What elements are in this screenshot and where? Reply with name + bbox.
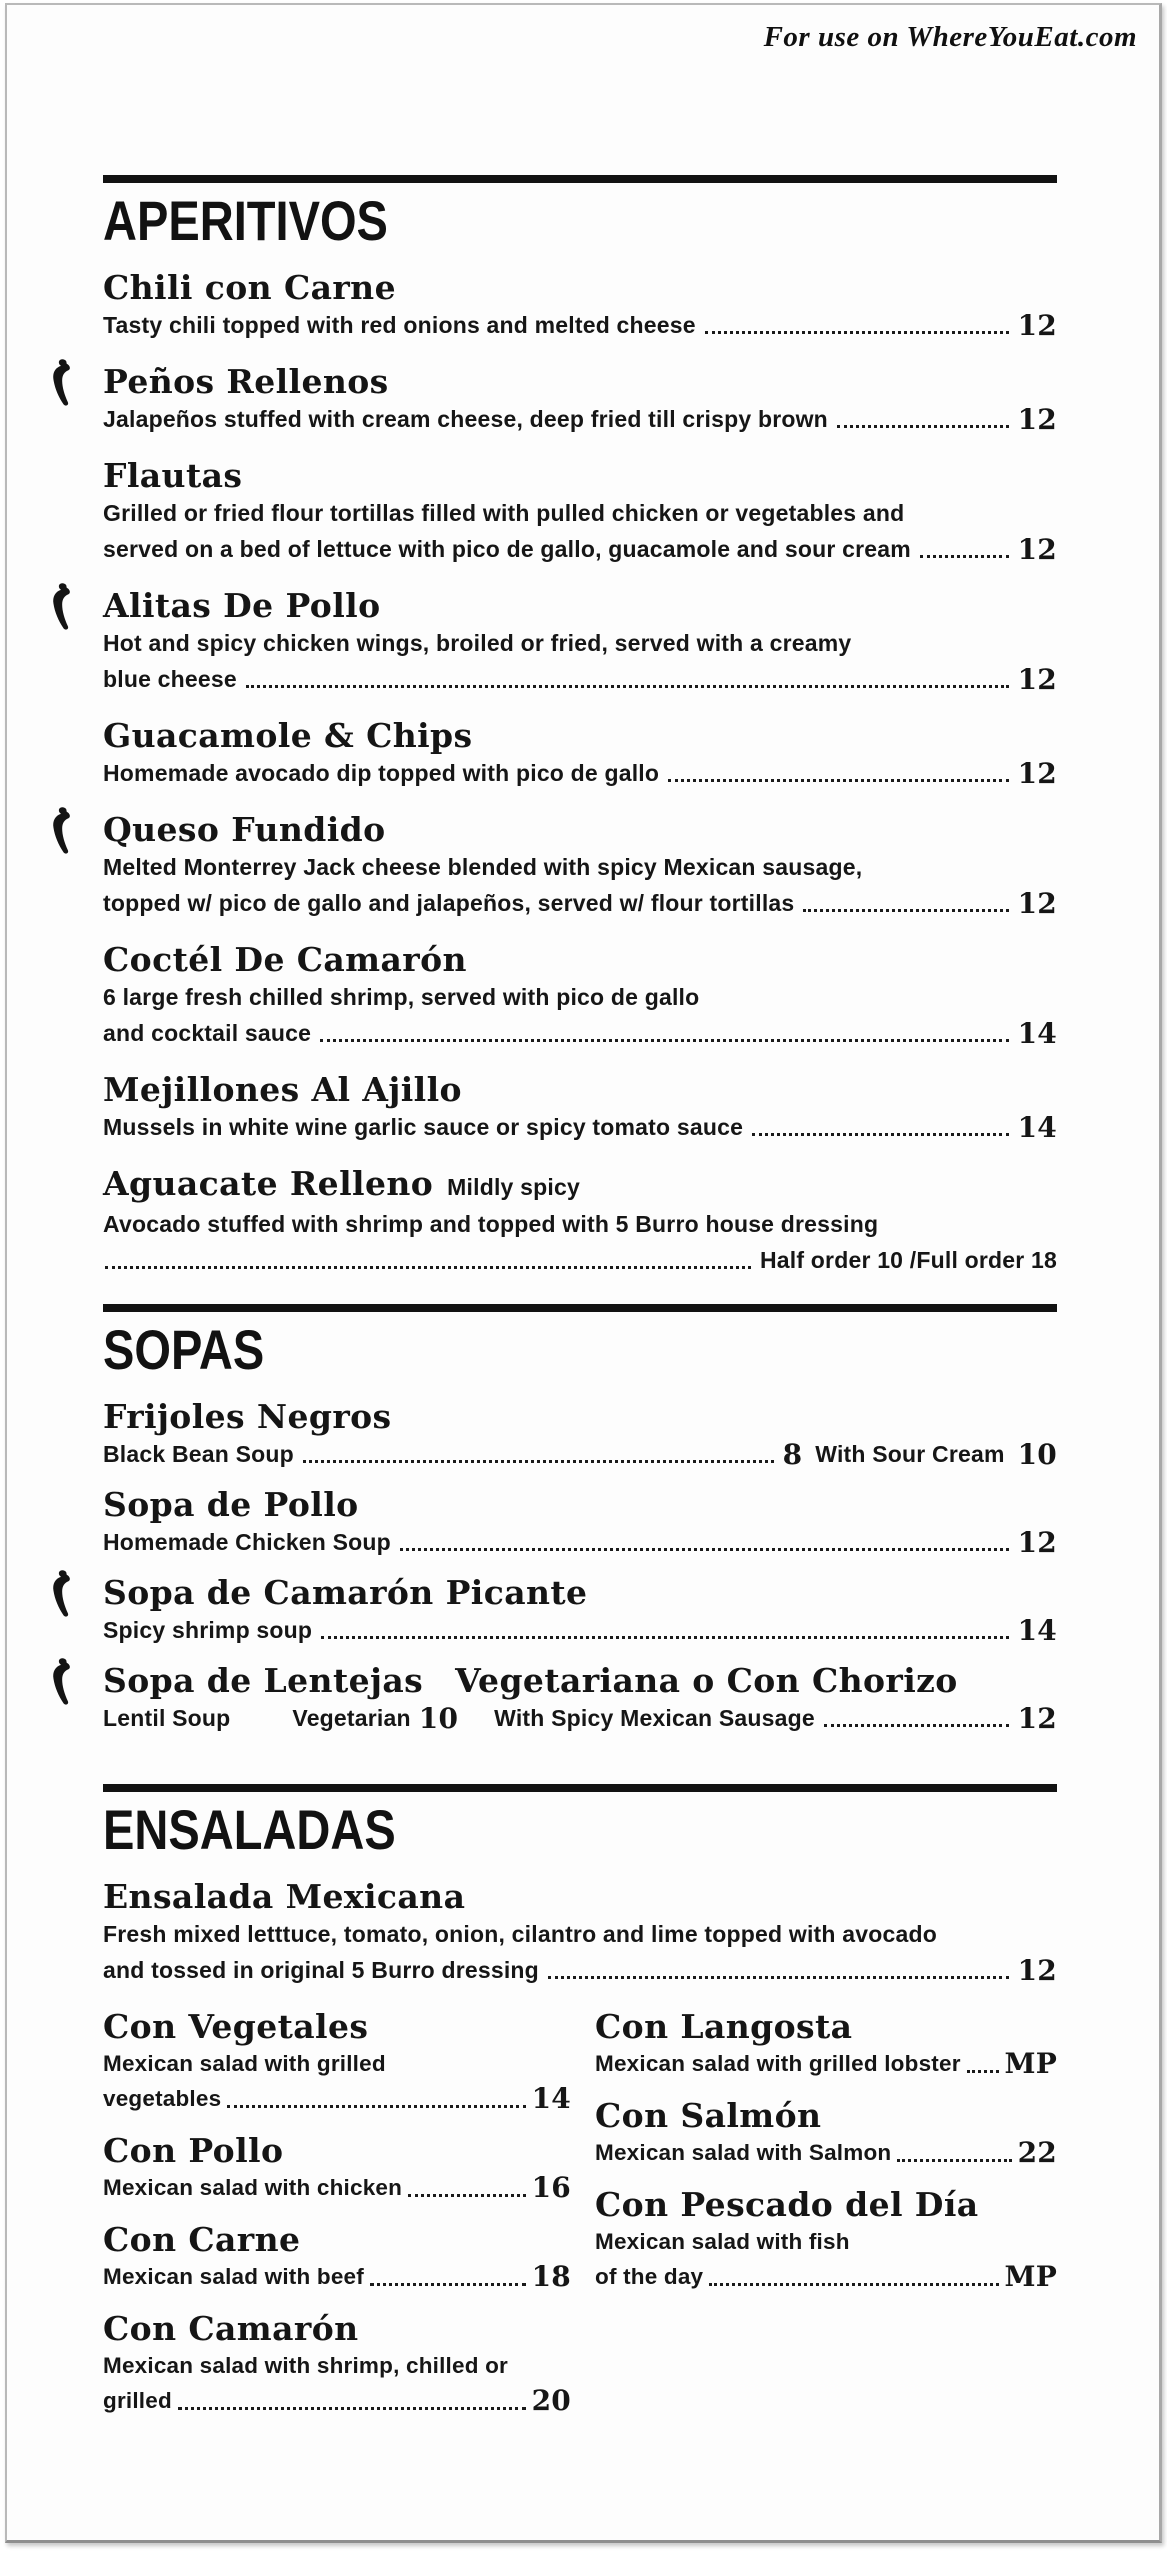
menu-item-desc-line bbox=[103, 849, 1057, 885]
menu-item-desc-line bbox=[595, 2224, 1057, 2259]
menu-item-desc-line bbox=[103, 2348, 571, 2383]
desc-text: grilled bbox=[103, 2388, 172, 2413]
dotted-leader bbox=[803, 909, 1008, 912]
menu-item-name bbox=[103, 587, 1057, 625]
dotted-leader bbox=[105, 1266, 751, 1269]
menu-item-name-text: Con Pollo bbox=[103, 2131, 284, 2170]
menu-section-aperitivos bbox=[103, 175, 1057, 1278]
desc-text: Lentil Soup bbox=[103, 1705, 231, 1731]
menu-item-name-text: Aguacate Relleno bbox=[103, 1164, 434, 1203]
menu-item-name bbox=[103, 2132, 571, 2170]
menu-item bbox=[103, 811, 1057, 921]
price: 14 bbox=[531, 2082, 571, 2115]
menu-item-name-text: Flautas bbox=[103, 456, 243, 495]
menu-item-desc-line bbox=[103, 307, 1057, 343]
dotted-leader bbox=[668, 779, 1008, 782]
price: MP bbox=[1004, 2260, 1057, 2293]
desc-text: Mexican salad with beef bbox=[103, 2264, 364, 2289]
section-title: SOPAS bbox=[103, 1318, 265, 1381]
menu-item-desc-line bbox=[103, 1206, 1057, 1242]
menu-item-desc-line bbox=[103, 1015, 1057, 1051]
chili-pepper-icon bbox=[41, 805, 77, 863]
dotted-leader bbox=[705, 331, 1009, 334]
dotted-leader bbox=[897, 2159, 1011, 2162]
price: 14 bbox=[1017, 1111, 1057, 1144]
price: 10 bbox=[1017, 1438, 1057, 1471]
menu-section-sopas bbox=[103, 1304, 1057, 1736]
dotted-leader bbox=[824, 1724, 1009, 1727]
section-divider-rule bbox=[103, 1784, 1057, 1792]
menu-item-desc-line bbox=[595, 2259, 1057, 2294]
desc-text: Mexican salad with grilled bbox=[103, 2051, 386, 2076]
menu-item-name-text: Con Langosta bbox=[595, 2007, 853, 2046]
price: 12 bbox=[1017, 309, 1057, 342]
dotted-leader bbox=[548, 1976, 1009, 1979]
menu-item-desc-line bbox=[103, 531, 1057, 567]
desc-text: served on a bed of lettuce with pico de gallo, guacamole and sour cream bbox=[103, 536, 911, 562]
menu-item bbox=[595, 2186, 1057, 2294]
section-divider-rule bbox=[103, 1304, 1057, 1312]
price: 12 bbox=[1017, 663, 1057, 696]
desc-text: Hot and spicy chicken wings, broiled or fried, served with a creamy bbox=[103, 630, 852, 656]
chili-pepper-icon bbox=[41, 357, 77, 415]
menu-item-desc-line bbox=[103, 755, 1057, 791]
price: 20 bbox=[531, 2384, 571, 2417]
desc-text: With Spicy Mexican Sausage bbox=[494, 1705, 815, 1731]
salad-columns bbox=[103, 2008, 1057, 2434]
menu-item bbox=[103, 717, 1057, 791]
menu-item-name-text: Con Camarón bbox=[103, 2309, 359, 2348]
menu-item-desc-line bbox=[595, 2046, 1057, 2081]
menu-item-desc-line bbox=[103, 1524, 1057, 1560]
menu-section-ensaladas bbox=[103, 1784, 1057, 2434]
menu-item-name bbox=[103, 363, 1057, 401]
desc-text: Jalapeños stuffed with cream cheese, deep fried till crispy brown bbox=[103, 406, 828, 432]
desc-text: Grilled or fried flour tortillas filled with pulled chicken or vegetables and bbox=[103, 500, 905, 526]
menu-item-desc-line bbox=[103, 401, 1057, 437]
section-title: ENSALADAS bbox=[103, 1798, 396, 1861]
desc-text: Avocado stuffed with shrimp and topped with 5 Burro house dressing bbox=[103, 1211, 879, 1237]
menu-item-desc-line bbox=[103, 625, 1057, 661]
menu-item bbox=[103, 941, 1057, 1051]
menu-item bbox=[595, 2008, 1057, 2081]
desc-text: Homemade Chicken Soup bbox=[103, 1529, 391, 1555]
menu-content bbox=[103, 5, 1057, 2434]
price: 16 bbox=[531, 2171, 571, 2204]
desc-text: Fresh mixed letttuce, tomato, onion, cilantro and lime topped with avocado bbox=[103, 1921, 937, 1947]
menu-item-name bbox=[103, 2221, 571, 2259]
menu-item bbox=[103, 2132, 571, 2205]
price: 12 bbox=[1017, 403, 1057, 436]
desc-text: Mexican salad with fish bbox=[595, 2229, 850, 2254]
price: 12 bbox=[1017, 1526, 1057, 1559]
menu-page bbox=[5, 3, 1162, 2543]
menu-item-name-text: Con Pescado del Día bbox=[595, 2185, 979, 2224]
dotted-leader bbox=[370, 2283, 526, 2286]
menu-item-name-text: Sopa de Pollo bbox=[103, 1485, 359, 1524]
menu-item bbox=[103, 587, 1057, 697]
menu-item bbox=[103, 1878, 1057, 1988]
menu-item-name-text: Frijoles Negros bbox=[103, 1397, 392, 1436]
menu-item bbox=[103, 269, 1057, 343]
menu-item-desc-line bbox=[103, 2081, 571, 2116]
menu-item bbox=[103, 1398, 1057, 1472]
menu-item-name bbox=[103, 1662, 1057, 1700]
menu-item bbox=[595, 2097, 1057, 2170]
dotted-leader bbox=[408, 2194, 526, 2197]
menu-item-desc-line bbox=[103, 1109, 1057, 1145]
menu-item-desc-line bbox=[103, 1916, 1057, 1952]
desc-text: Mexican salad with chicken bbox=[103, 2175, 403, 2200]
menu-item-name-text: Peños Rellenos bbox=[103, 362, 389, 401]
price: 12 bbox=[1017, 1702, 1057, 1735]
menu-item-spice-note: Mildly spicy bbox=[447, 1174, 580, 1200]
menu-item-desc-line bbox=[103, 2046, 571, 2081]
menu-item bbox=[103, 2221, 571, 2294]
desc-text: Tasty chili topped with red onions and melted cheese bbox=[103, 312, 696, 338]
menu-item bbox=[103, 1486, 1057, 1560]
menu-item-name-text: Sopa de Lentejas bbox=[103, 1661, 424, 1700]
menu-item-desc-line bbox=[103, 2383, 571, 2418]
menu-item-name-text: Guacamole & Chips bbox=[103, 716, 473, 755]
chili-pepper-icon bbox=[41, 1656, 77, 1714]
menu-item-name-text: Con Salmón bbox=[595, 2096, 822, 2135]
desc-text: Spicy shrimp soup bbox=[103, 1617, 313, 1643]
dotted-leader bbox=[752, 1133, 1009, 1136]
menu-item-desc-line bbox=[103, 2259, 571, 2294]
price: 18 bbox=[531, 2260, 571, 2293]
menu-item-desc-line bbox=[103, 979, 1057, 1015]
menu-item bbox=[103, 1574, 1057, 1648]
menu-item-desc-line bbox=[103, 1242, 1057, 1278]
dotted-leader bbox=[246, 685, 1009, 688]
salad-column-left bbox=[103, 2008, 571, 2434]
dotted-leader bbox=[321, 1636, 1008, 1639]
menu-item-name bbox=[103, 269, 1057, 307]
menu-item-name-text: Mejillones Al Ajillo bbox=[103, 1070, 462, 1109]
chili-pepper-icon bbox=[41, 581, 77, 639]
menu-item-desc-line bbox=[103, 1436, 1057, 1472]
desc-text: topped w/ pico de gallo and jalapeños, served w/ flour tortillas bbox=[103, 890, 795, 916]
desc-text: 6 large fresh chilled shrimp, served with pico de gallo bbox=[103, 984, 700, 1010]
desc-text: and tossed in original 5 Burro dressing bbox=[103, 1957, 539, 1983]
menu-item-desc-line bbox=[103, 1700, 1057, 1736]
desc-text: Homemade avocado dip topped with pico de gallo bbox=[103, 760, 660, 786]
menu-item-name-text: Coctél De Camarón bbox=[103, 940, 467, 979]
menu-item-name bbox=[103, 2008, 571, 2046]
price: MP bbox=[1004, 2047, 1057, 2080]
price: 22 bbox=[1017, 2136, 1057, 2169]
section-title: APERITIVOS bbox=[103, 189, 388, 252]
menu-item-name-text: Queso Fundido bbox=[103, 810, 386, 849]
menu-item bbox=[103, 2008, 571, 2116]
menu-item bbox=[103, 1662, 1057, 1736]
price: 12 bbox=[1017, 887, 1057, 920]
price: 14 bbox=[1017, 1017, 1057, 1050]
inline-price: 10 bbox=[418, 1702, 459, 1735]
menu-item-name-text: Con Carne bbox=[103, 2220, 301, 2259]
menu-item-desc-line bbox=[103, 495, 1057, 531]
menu-item-name bbox=[103, 457, 1057, 495]
menu-item-name bbox=[103, 1071, 1057, 1109]
menu-item-name-text: Alitas De Pollo bbox=[103, 586, 381, 625]
price-note: With Sour Cream bbox=[815, 1441, 1005, 1467]
price: 8 bbox=[782, 1438, 803, 1471]
salad-column-right bbox=[595, 2008, 1057, 2434]
desc-text: Mexican salad with grilled lobster bbox=[595, 2051, 961, 2076]
price-note: Half order 10 /Full order 18 bbox=[759, 1247, 1057, 1273]
menu-item bbox=[103, 457, 1057, 567]
menu-item-name bbox=[103, 1878, 1057, 1916]
menu-item-name bbox=[103, 1165, 1057, 1206]
menu-item-desc-line bbox=[103, 661, 1057, 697]
price: 12 bbox=[1017, 533, 1057, 566]
desc-text: blue cheese bbox=[103, 666, 237, 692]
menu-item-name bbox=[595, 2008, 1057, 2046]
desc-text: Black Bean Soup bbox=[103, 1441, 294, 1467]
menu-item-desc-line bbox=[595, 2135, 1057, 2170]
menu-item-name bbox=[595, 2186, 1057, 2224]
desc-text: of the day bbox=[595, 2264, 704, 2289]
dotted-leader bbox=[837, 425, 1009, 428]
price: 14 bbox=[1017, 1614, 1057, 1647]
menu-item-name bbox=[103, 941, 1057, 979]
menu-item bbox=[103, 2310, 571, 2418]
menu-item-name bbox=[103, 2310, 571, 2348]
menu-item-desc-line bbox=[103, 885, 1057, 921]
dotted-leader bbox=[709, 2283, 998, 2286]
desc-text: Mexican salad with Salmon bbox=[595, 2140, 892, 2165]
menu-item-name bbox=[103, 717, 1057, 755]
watermark-text: For use on WhereYouEat.com bbox=[763, 21, 1137, 53]
menu-item-name-secondary: Vegetariana o Con Chorizo bbox=[455, 1661, 958, 1700]
desc-text: and cocktail sauce bbox=[103, 1020, 312, 1046]
desc-text: Vegetarian bbox=[292, 1705, 411, 1731]
menu-item-name bbox=[103, 1398, 1057, 1436]
dotted-leader bbox=[967, 2070, 999, 2073]
desc-text: Mussels in white wine garlic sauce or spicy tomato sauce bbox=[103, 1114, 744, 1140]
menu-item-desc-line bbox=[103, 1612, 1057, 1648]
menu-item-name bbox=[103, 1574, 1057, 1612]
menu-item-desc-line bbox=[103, 1952, 1057, 1988]
desc-text: Melted Monterrey Jack cheese blended with spicy Mexican sausage, bbox=[103, 854, 863, 880]
dotted-leader bbox=[178, 2407, 526, 2410]
price: 12 bbox=[1017, 757, 1057, 790]
dotted-leader bbox=[400, 1548, 1009, 1551]
menu-item-desc-line bbox=[103, 2170, 571, 2205]
dotted-leader bbox=[303, 1460, 774, 1463]
menu-item bbox=[103, 363, 1057, 437]
menu-item-name bbox=[595, 2097, 1057, 2135]
section-divider-rule bbox=[103, 175, 1057, 183]
menu-item-name-text: Ensalada Mexicana bbox=[103, 1877, 466, 1916]
menu-item-name-text: Chili con Carne bbox=[103, 268, 396, 307]
menu-item-name-text: Sopa de Camarón Picante bbox=[103, 1573, 588, 1612]
desc-text: Mexican salad with shrimp, chilled or bbox=[103, 2353, 509, 2378]
menu-item-name bbox=[103, 811, 1057, 849]
price: 12 bbox=[1017, 1954, 1057, 1987]
menu-item bbox=[103, 1071, 1057, 1145]
dotted-leader bbox=[320, 1039, 1008, 1042]
menu-item bbox=[103, 1165, 1057, 1278]
desc-text: vegetables bbox=[103, 2086, 222, 2111]
chili-pepper-icon bbox=[41, 1568, 77, 1626]
dotted-leader bbox=[920, 555, 1009, 558]
menu-item-name bbox=[103, 1486, 1057, 1524]
menu-item-name-text: Con Vegetales bbox=[103, 2007, 369, 2046]
dotted-leader bbox=[227, 2105, 525, 2108]
